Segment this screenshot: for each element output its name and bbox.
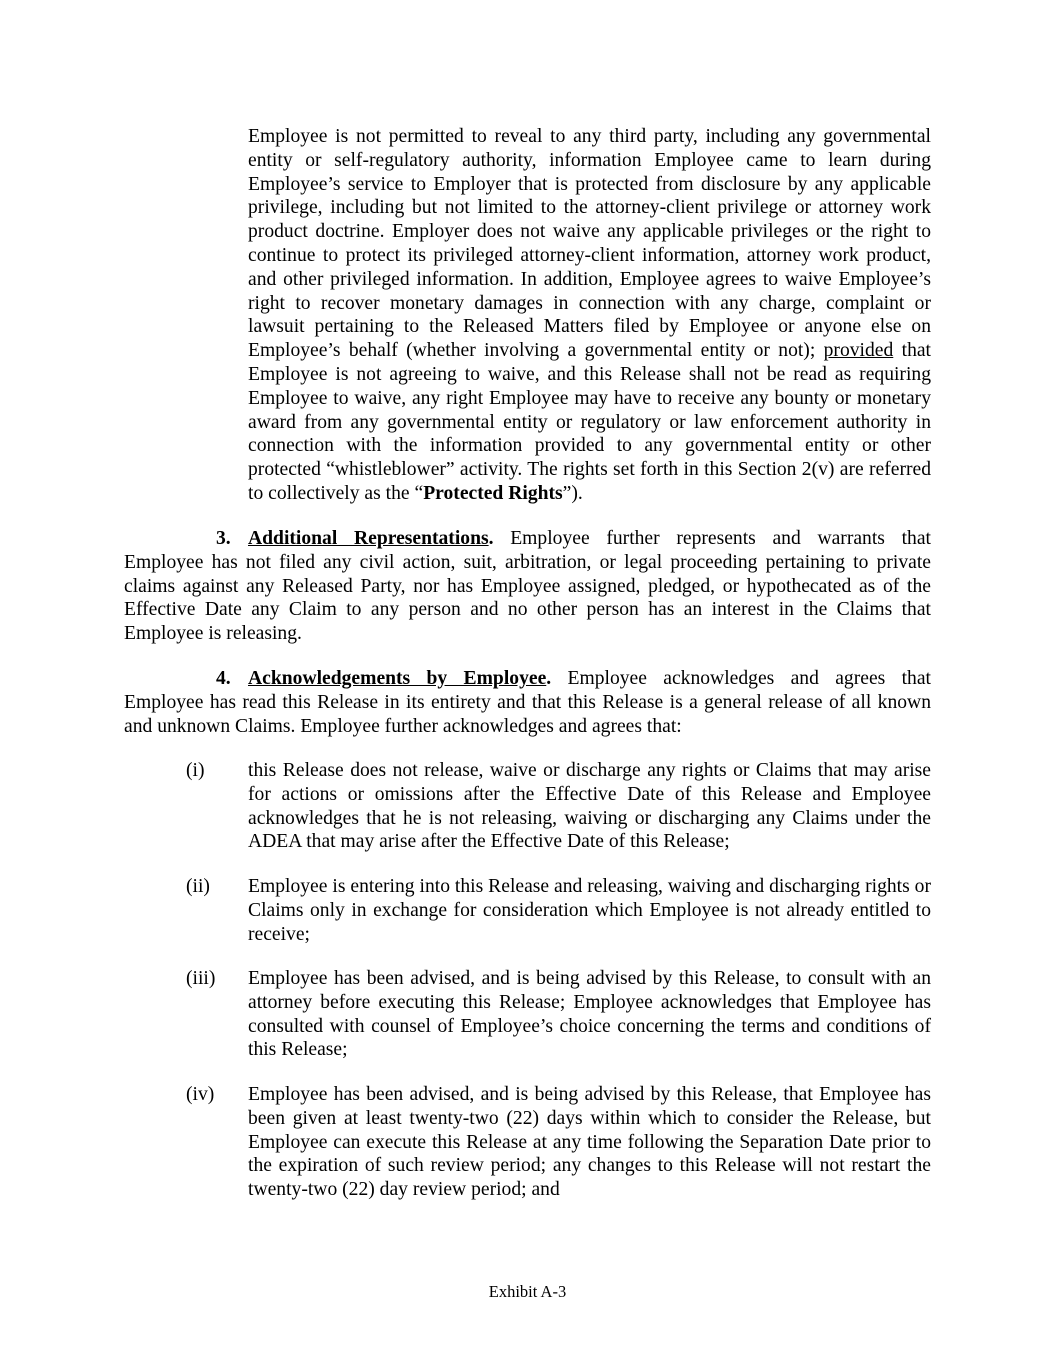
section-heading: Additional Representations [248, 528, 489, 549]
section-heading: Acknowledgements by Employee [248, 668, 547, 689]
section-3-paragraph [124, 527, 931, 646]
list-item-label: (ii) [186, 876, 210, 897]
section-text: Employee further represents and warrants that Employee has not filed any civil action, suit, arbitration, or legal proceeding pertaining to private claims against any Released Party, nor has Employee assigned, pledged, or hypothecated as of the Effective Date any Claim to any person and no other person has an interest in the Claims that Employee is releasing. [124, 528, 931, 645]
protected-rights-term: Protected Rights [423, 482, 563, 504]
section-4-paragraph [124, 667, 931, 738]
section-number: 3. [216, 528, 231, 549]
heading-period: . [488, 528, 494, 549]
list-item-label: (iii) [186, 968, 216, 989]
list-item-text: Employee has been advised, and is being advised by this Release, that Employee has been given at least twenty-two (22) days within which to consider the Release, but Employee can execute this Release at any time following the Separation Date prior to the expiration of such review period; any changes to this Release will not restart the twenty-two (22) day review period; and [248, 1084, 931, 1201]
paragraph-text: ”). [562, 482, 583, 504]
list-item-label: (i) [186, 760, 205, 781]
section2-continuation-paragraph [248, 125, 931, 506]
list-item-text: this Release does not release, waive or discharge any rights or Claims that may arise for actions or omissions after the Effective Date of this Release and Employee acknowledges that he is not releasing, waiving or discharging any Claims under the ADEA that may arise after the Effective Date of this Release; [248, 760, 931, 853]
page-footer: Exhibit A-3 [488, 1282, 567, 1301]
section-number: 4. [216, 668, 231, 689]
paragraph-text: that Employee is not agreeing to waive, and this Release shall not be read as requiring Employee to waive, any right Employee may have to receive any bounty or monetary award from any governmental entity or regulatory or law enforcement authority in connection with the information provided to any governmental entity or other protected “whistleblower” activity. The rights set forth in this Section 2(v) are referred to collectively as the “ [248, 340, 931, 504]
section-text: Employee acknowledges and agrees that Employee has read this Release in its entirety and that this Release is a general release of all known and unknown Claims. Employee further acknowledges and agrees that: [124, 668, 931, 737]
list-item-text: Employee has been advised, and is being advised by this Release, to consult with an attorney before executing this Release; Employee acknowledges that Employee has consulted with counsel of Employee’s choice concerning the terms and conditions of this Release; [248, 968, 931, 1061]
heading-period: . [546, 668, 552, 689]
paragraph-text: Employee is not permitted to reveal to any third party, including any governmental entity or self-regulatory authority, information Employee came to learn during Employee’s service to Employer that is protected from disclosure by any applicable privilege, including but not limited to the attorney-client privilege or attorney work product doctrine. Employer does not waive any applicable privileges or the right to continue to protect its privileged attorney-client information, attorney work product, and other privileged information. In addition, Employee agrees to waive Employee’s right to recover monetary damages in connection with any charge, complaint or lawsuit pertaining to the Released Matters filed by Employee or anyone else on Employee’s behalf (whether involving a governmental entity or not); [248, 126, 931, 362]
provided-term: provided [823, 340, 894, 362]
list-item-text: Employee is entering into this Release and releasing, waiving and discharging rights or Claims only in exchange for consideration which Employee is not already entitled to receive; [248, 876, 931, 945]
list-item-label: (iv) [186, 1084, 215, 1105]
